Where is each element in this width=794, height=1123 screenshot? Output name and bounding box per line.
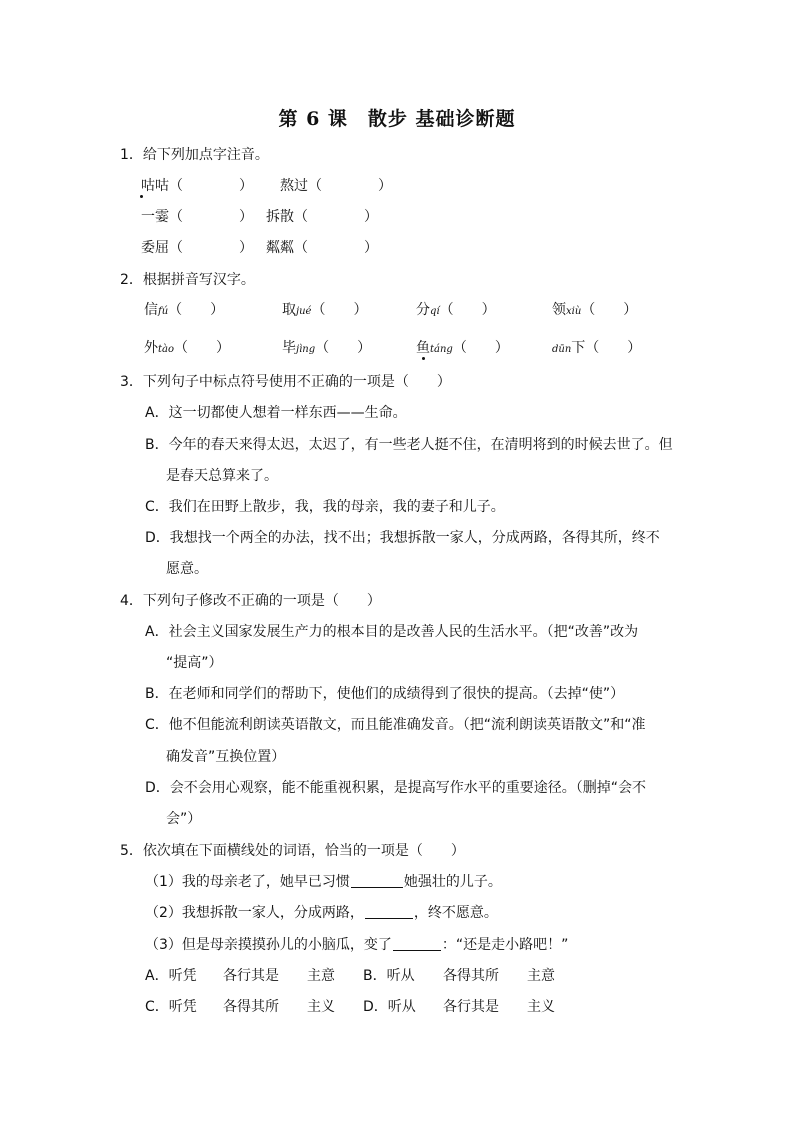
q5-option-a-word3: 主意 — [307, 968, 335, 984]
q1-stem: 1．给下列加点字注音。 — [120, 147, 269, 163]
q5-blank-2[interactable] — [365, 904, 413, 919]
q5-sentence-1: （1）我的母亲老了，她早已习惯 她强壮的儿子。 — [145, 874, 502, 890]
q1-item-5: 委屈（ ） — [141, 240, 253, 256]
q3-option-c: C．我们在田野上散步，我，我的母亲，我的妻子和儿子。 — [145, 499, 505, 515]
q5-option-d-word3: 主义 — [527, 999, 555, 1015]
q5-option-a-word2: 各行其是 — [223, 968, 279, 984]
q1-item-1: 咕咕（ ） — [141, 178, 253, 194]
q2-item-3: 分qí（ ） — [416, 302, 496, 318]
q5-option-b-word1: B．听从 — [363, 968, 415, 984]
q2-stem: 2．根据拼音写汉字。 — [120, 272, 255, 288]
q5-sentence-3: （3）但是母亲摸摸孙儿的小脑瓜，变了 ：“还是走小路吧！” — [145, 937, 569, 953]
q5-option-d-word1: D．听从 — [363, 999, 416, 1015]
q1-item-3: 一霎（ ） — [141, 209, 253, 225]
q3-option-b-line2: 是春天总算来了。 — [166, 468, 278, 484]
q5-option-d-word2: 各行其是 — [443, 999, 499, 1015]
q4-option-c-line1: C．他不但能流利朗读英语散文，而且能准确发音。（把“流利朗读英语散文”和“准 — [145, 717, 646, 733]
q2-item-6: 毕jìng（ ） — [282, 340, 372, 356]
q2-item-7: 鱼táng（ ） — [416, 340, 509, 356]
q4-option-b: B．在老师和同学们的帮助下，使他们的成绩得到了很快的提高。（去掉“使”） — [145, 686, 625, 702]
q5-sentence-2: （2）我想拆散一家人，分成两路， ，终不愿意。 — [145, 905, 498, 921]
q3-option-d-line2: 愿意。 — [166, 561, 208, 577]
q5-option-a-word1: A．听凭 — [145, 968, 197, 984]
q3-option-a: A．这一切都使人想着一样东西——生命。 — [145, 405, 407, 421]
q4-option-c-line2: 确发音”互换位置） — [166, 749, 286, 765]
q2-item-8: dūn下（ ） — [552, 340, 642, 356]
q1-item-6: 粼粼（ ） — [266, 240, 378, 256]
q3-stem: 3．下列句子中标点符号使用不正确的一项是（ ） — [120, 374, 451, 390]
q4-stem: 4．下列句子修改不正确的一项是（ ） — [120, 593, 381, 609]
q5-option-b-word3: 主意 — [527, 968, 555, 984]
q5-option-b-word2: 各得其所 — [443, 968, 499, 984]
q4-option-a-line1: A．社会主义国家发展生产力的根本目的是改善人民的生活水平。（把“改善”改为 — [145, 624, 639, 640]
q4-option-a-line2: “提高”） — [166, 655, 223, 671]
q2-item-4: 领xiù（ ） — [552, 302, 638, 318]
q3-option-b-line1: B．今年的春天来得太迟，太迟了，有一些老人挺不住，在清明将到的时候去世了。但 — [145, 437, 673, 453]
page-title: 第 6 课 散步 基础诊断题 — [278, 108, 516, 130]
q4-option-d-line1: D．会不会用心观察，能不能重视积累，是提高写作水平的重要途径。（删掉“会不 — [145, 780, 647, 796]
q1-item-4: 拆散（ ） — [266, 209, 378, 225]
q2-item-5: 外tào（ ） — [144, 340, 231, 356]
q5-blank-3[interactable] — [393, 936, 441, 951]
q4-option-d-line2: 会”） — [166, 811, 202, 827]
q1-item-2: 熬过（ ） — [280, 178, 392, 194]
q3-option-d-line1: D．我想找一个两全的办法，找不出；我想拆散一家人，分成两路，各得其所，终不 — [145, 530, 660, 546]
q5-option-c-word3: 主义 — [307, 999, 335, 1015]
q5-blank-1[interactable] — [351, 873, 403, 888]
q5-stem: 5．依次填在下面横线处的词语，恰当的一项是（ ） — [120, 843, 465, 859]
q5-option-c-word1: C．听凭 — [145, 999, 197, 1015]
q5-option-c-word2: 各得其所 — [223, 999, 279, 1015]
q2-item-2: 取jué（ ） — [282, 302, 368, 318]
q2-item-1: 信fú（ ） — [144, 302, 225, 318]
